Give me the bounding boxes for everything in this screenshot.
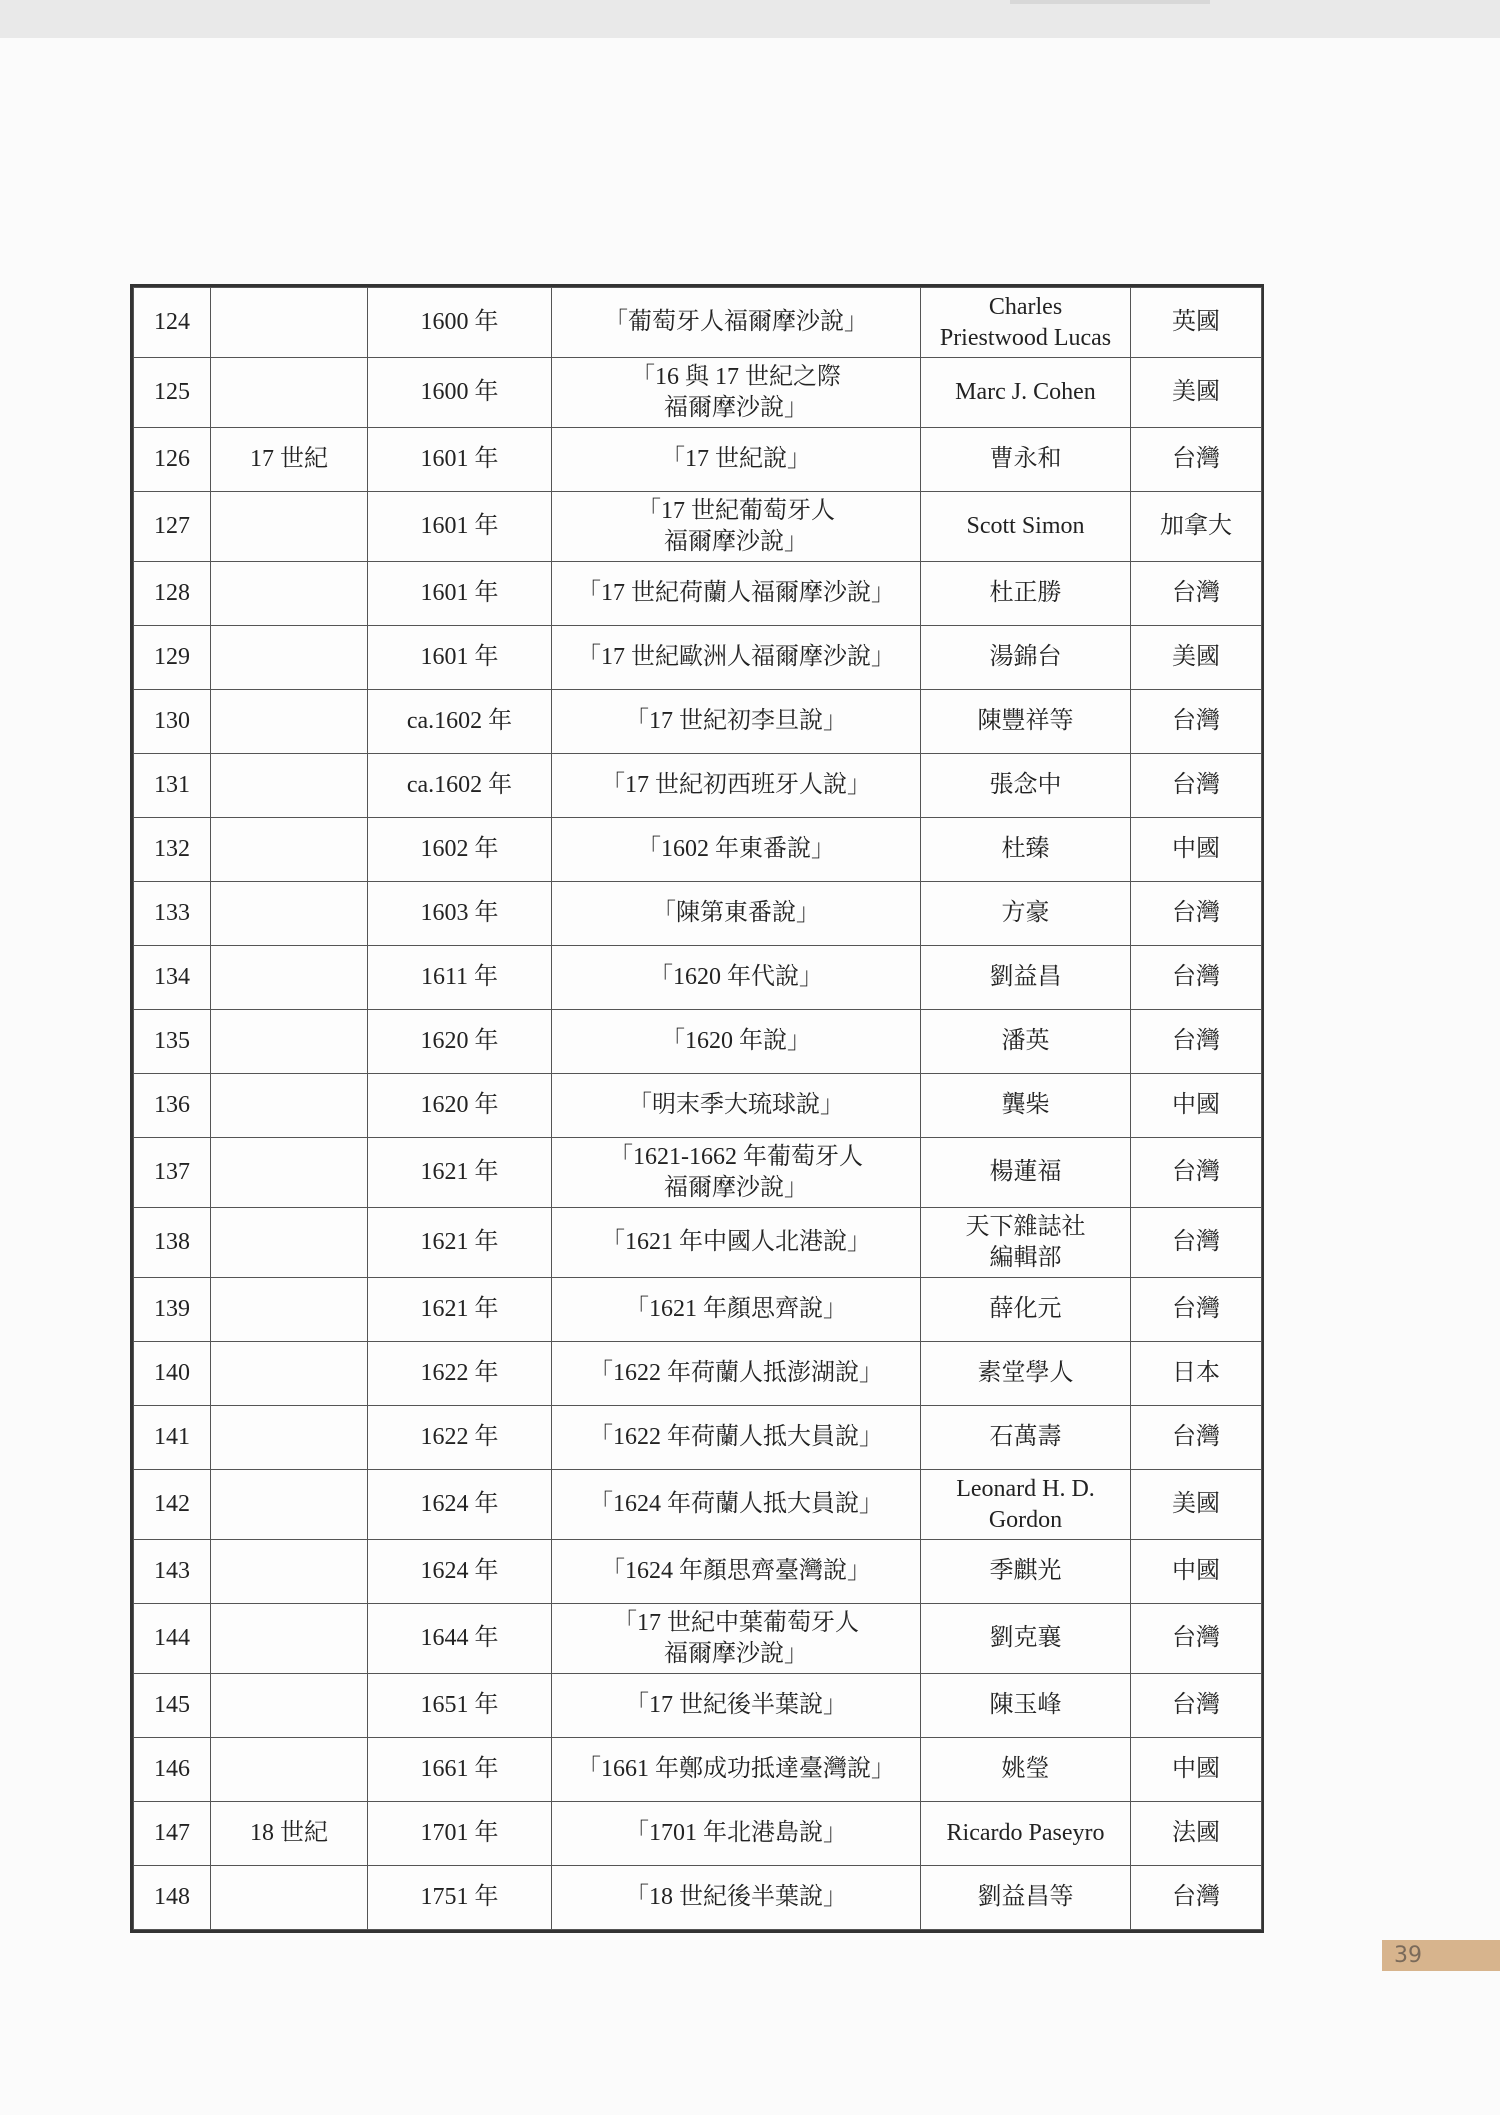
row-number-cell: 132	[134, 818, 211, 882]
row-number-cell: 140	[134, 1342, 211, 1406]
author-cell: 素堂學人	[921, 1342, 1131, 1406]
country-cell: 中國	[1131, 1738, 1262, 1802]
country-cell: 台灣	[1131, 882, 1262, 946]
author-cell: 薛化元	[921, 1278, 1131, 1342]
author-cell: Charles Priestwood Lucas	[921, 288, 1131, 358]
table-row	[134, 1674, 1262, 1738]
row-number-cell: 142	[134, 1470, 211, 1540]
year-cell: 1620 年	[368, 1074, 552, 1138]
row-number-cell: 148	[134, 1866, 211, 1930]
theory-table	[130, 284, 1264, 1933]
page-number: 39	[1382, 1940, 1500, 1971]
theory-cell: 「17 世紀初西班牙人說」	[552, 754, 921, 818]
country-cell: 中國	[1131, 1074, 1262, 1138]
century-cell	[211, 492, 368, 562]
year-cell: 1621 年	[368, 1278, 552, 1342]
row-number-cell: 146	[134, 1738, 211, 1802]
author-cell: 龔柴	[921, 1074, 1131, 1138]
year-cell: 1601 年	[368, 626, 552, 690]
author-cell: 劉益昌等	[921, 1866, 1131, 1930]
century-cell	[211, 626, 368, 690]
century-cell	[211, 1674, 368, 1738]
year-cell: 1601 年	[368, 492, 552, 562]
theory-cell: 「陳第東番說」	[552, 882, 921, 946]
century-cell	[211, 1342, 368, 1406]
year-cell: ca.1602 年	[368, 754, 552, 818]
table-row	[134, 1802, 1262, 1866]
table-row	[134, 1138, 1262, 1208]
year-cell: ca.1602 年	[368, 690, 552, 754]
century-cell	[211, 754, 368, 818]
author-cell: 曹永和	[921, 428, 1131, 492]
row-number-cell: 139	[134, 1278, 211, 1342]
country-cell: 台灣	[1131, 428, 1262, 492]
century-cell	[211, 1208, 368, 1278]
author-cell: Leonard H. D. Gordon	[921, 1470, 1131, 1540]
country-cell: 台灣	[1131, 690, 1262, 754]
row-number-cell: 125	[134, 358, 211, 428]
theory-cell: 「1622 年荷蘭人抵澎湖說」	[552, 1342, 921, 1406]
theory-cell: 「1701 年北港島說」	[552, 1802, 921, 1866]
row-number-cell: 137	[134, 1138, 211, 1208]
year-cell: 1602 年	[368, 818, 552, 882]
theory-cell: 「1621 年中國人北港說」	[552, 1208, 921, 1278]
row-number-cell: 145	[134, 1674, 211, 1738]
theory-cell: 「17 世紀荷蘭人福爾摩沙說」	[552, 562, 921, 626]
author-cell: 杜臻	[921, 818, 1131, 882]
table-row	[134, 428, 1262, 492]
table-row	[134, 946, 1262, 1010]
row-number-cell: 131	[134, 754, 211, 818]
table-row	[134, 562, 1262, 626]
country-cell: 台灣	[1131, 1010, 1262, 1074]
theory-cell: 「葡萄牙人福爾摩沙說」	[552, 288, 921, 358]
table-row	[134, 492, 1262, 562]
theory-cell: 「1624 年顏思齊臺灣說」	[552, 1540, 921, 1604]
year-cell: 1624 年	[368, 1540, 552, 1604]
country-cell: 台灣	[1131, 1604, 1262, 1674]
author-cell: Scott Simon	[921, 492, 1131, 562]
row-number-cell: 136	[134, 1074, 211, 1138]
author-cell: 天下雜誌社 編輯部	[921, 1208, 1131, 1278]
table-row	[134, 690, 1262, 754]
year-cell: 1621 年	[368, 1208, 552, 1278]
row-number-cell: 144	[134, 1604, 211, 1674]
year-cell: 1600 年	[368, 288, 552, 358]
century-cell: 17 世紀	[211, 428, 368, 492]
century-cell	[211, 1604, 368, 1674]
theory-cell: 「1661 年鄭成功抵達臺灣說」	[552, 1738, 921, 1802]
country-cell: 加拿大	[1131, 492, 1262, 562]
century-cell	[211, 562, 368, 626]
century-cell	[211, 1138, 368, 1208]
country-cell: 日本	[1131, 1342, 1262, 1406]
row-number-cell: 143	[134, 1540, 211, 1604]
theory-cell: 「1620 年代說」	[552, 946, 921, 1010]
year-cell: 1621 年	[368, 1138, 552, 1208]
theory-cell: 「17 世紀歐洲人福爾摩沙說」	[552, 626, 921, 690]
country-cell: 台灣	[1131, 1674, 1262, 1738]
author-cell: Ricardo Paseyro	[921, 1802, 1131, 1866]
country-cell: 英國	[1131, 288, 1262, 358]
year-cell: 1622 年	[368, 1342, 552, 1406]
table-row	[134, 358, 1262, 428]
century-cell	[211, 1866, 368, 1930]
century-cell	[211, 1010, 368, 1074]
row-number-cell: 124	[134, 288, 211, 358]
theory-table-grid	[133, 287, 1262, 1930]
row-number-cell: 133	[134, 882, 211, 946]
country-cell: 台灣	[1131, 754, 1262, 818]
theory-cell: 「17 世紀中葉葡萄牙人 福爾摩沙說」	[552, 1604, 921, 1674]
table-row	[134, 1278, 1262, 1342]
year-cell: 1601 年	[368, 428, 552, 492]
century-cell	[211, 288, 368, 358]
country-cell: 法國	[1131, 1802, 1262, 1866]
table-row	[134, 626, 1262, 690]
year-cell: 1620 年	[368, 1010, 552, 1074]
century-cell	[211, 1540, 368, 1604]
author-cell: 方豪	[921, 882, 1131, 946]
century-cell	[211, 818, 368, 882]
theory-cell: 「1602 年東番說」	[552, 818, 921, 882]
theory-cell: 「1622 年荷蘭人抵大員說」	[552, 1406, 921, 1470]
century-cell	[211, 1470, 368, 1540]
author-cell: 陳豐祥等	[921, 690, 1131, 754]
year-cell: 1624 年	[368, 1470, 552, 1540]
row-number-cell: 129	[134, 626, 211, 690]
row-number-cell: 127	[134, 492, 211, 562]
year-cell: 1661 年	[368, 1738, 552, 1802]
century-cell	[211, 882, 368, 946]
table-row	[134, 1010, 1262, 1074]
table-body	[134, 288, 1262, 1930]
country-cell: 美國	[1131, 626, 1262, 690]
theory-cell: 「1620 年說」	[552, 1010, 921, 1074]
century-cell	[211, 690, 368, 754]
theory-cell: 「17 世紀葡萄牙人 福爾摩沙說」	[552, 492, 921, 562]
author-cell: 劉克襄	[921, 1604, 1131, 1674]
row-number-cell: 128	[134, 562, 211, 626]
country-cell: 台灣	[1131, 1138, 1262, 1208]
year-cell: 1603 年	[368, 882, 552, 946]
table-row	[134, 1342, 1262, 1406]
table-row	[134, 1470, 1262, 1540]
century-cell	[211, 1406, 368, 1470]
table-row	[134, 1406, 1262, 1470]
theory-cell: 「17 世紀說」	[552, 428, 921, 492]
country-cell: 美國	[1131, 1470, 1262, 1540]
year-cell: 1601 年	[368, 562, 552, 626]
country-cell: 台灣	[1131, 1406, 1262, 1470]
theory-cell: 「1621-1662 年葡萄牙人 福爾摩沙說」	[552, 1138, 921, 1208]
country-cell: 中國	[1131, 818, 1262, 882]
author-cell: 姚瑩	[921, 1738, 1131, 1802]
row-number-cell: 141	[134, 1406, 211, 1470]
document-page	[0, 38, 1500, 2115]
country-cell: 中國	[1131, 1540, 1262, 1604]
author-cell: 季麒光	[921, 1540, 1131, 1604]
author-cell: 湯錦台	[921, 626, 1131, 690]
row-number-cell: 138	[134, 1208, 211, 1278]
author-cell: 劉益昌	[921, 946, 1131, 1010]
theory-cell: 「17 世紀初李旦說」	[552, 690, 921, 754]
country-cell: 台灣	[1131, 1278, 1262, 1342]
century-cell	[211, 1278, 368, 1342]
table-row	[134, 1540, 1262, 1604]
author-cell: 潘英	[921, 1010, 1131, 1074]
year-cell: 1751 年	[368, 1866, 552, 1930]
table-row	[134, 1074, 1262, 1138]
year-cell: 1644 年	[368, 1604, 552, 1674]
century-cell	[211, 358, 368, 428]
table-row	[134, 1866, 1262, 1930]
year-cell: 1701 年	[368, 1802, 552, 1866]
theory-cell: 「1621 年顏思齊說」	[552, 1278, 921, 1342]
table-row	[134, 882, 1262, 946]
page-top-edge-mark	[1010, 0, 1210, 4]
century-cell	[211, 1074, 368, 1138]
table-row	[134, 1738, 1262, 1802]
theory-cell: 「明末季大琉球說」	[552, 1074, 921, 1138]
year-cell: 1651 年	[368, 1674, 552, 1738]
century-cell	[211, 1738, 368, 1802]
author-cell: 楊蓮福	[921, 1138, 1131, 1208]
country-cell: 台灣	[1131, 562, 1262, 626]
theory-cell: 「1624 年荷蘭人抵大員說」	[552, 1470, 921, 1540]
author-cell: 陳玉峰	[921, 1674, 1131, 1738]
author-cell: 杜正勝	[921, 562, 1131, 626]
century-cell: 18 世紀	[211, 1802, 368, 1866]
table-row	[134, 288, 1262, 358]
row-number-cell: 147	[134, 1802, 211, 1866]
theory-cell: 「17 世紀後半葉說」	[552, 1674, 921, 1738]
row-number-cell: 126	[134, 428, 211, 492]
year-cell: 1622 年	[368, 1406, 552, 1470]
row-number-cell: 134	[134, 946, 211, 1010]
country-cell: 台灣	[1131, 1866, 1262, 1930]
row-number-cell: 135	[134, 1010, 211, 1074]
year-cell: 1600 年	[368, 358, 552, 428]
table-row	[134, 1604, 1262, 1674]
year-cell: 1611 年	[368, 946, 552, 1010]
table-row	[134, 818, 1262, 882]
table-row	[134, 1208, 1262, 1278]
century-cell	[211, 946, 368, 1010]
country-cell: 台灣	[1131, 946, 1262, 1010]
row-number-cell: 130	[134, 690, 211, 754]
theory-cell: 「18 世紀後半葉說」	[552, 1866, 921, 1930]
theory-cell: 「16 與 17 世紀之際 福爾摩沙說」	[552, 358, 921, 428]
table-row	[134, 754, 1262, 818]
country-cell: 台灣	[1131, 1208, 1262, 1278]
author-cell: 石萬壽	[921, 1406, 1131, 1470]
author-cell: 張念中	[921, 754, 1131, 818]
author-cell: Marc J. Cohen	[921, 358, 1131, 428]
country-cell: 美國	[1131, 358, 1262, 428]
